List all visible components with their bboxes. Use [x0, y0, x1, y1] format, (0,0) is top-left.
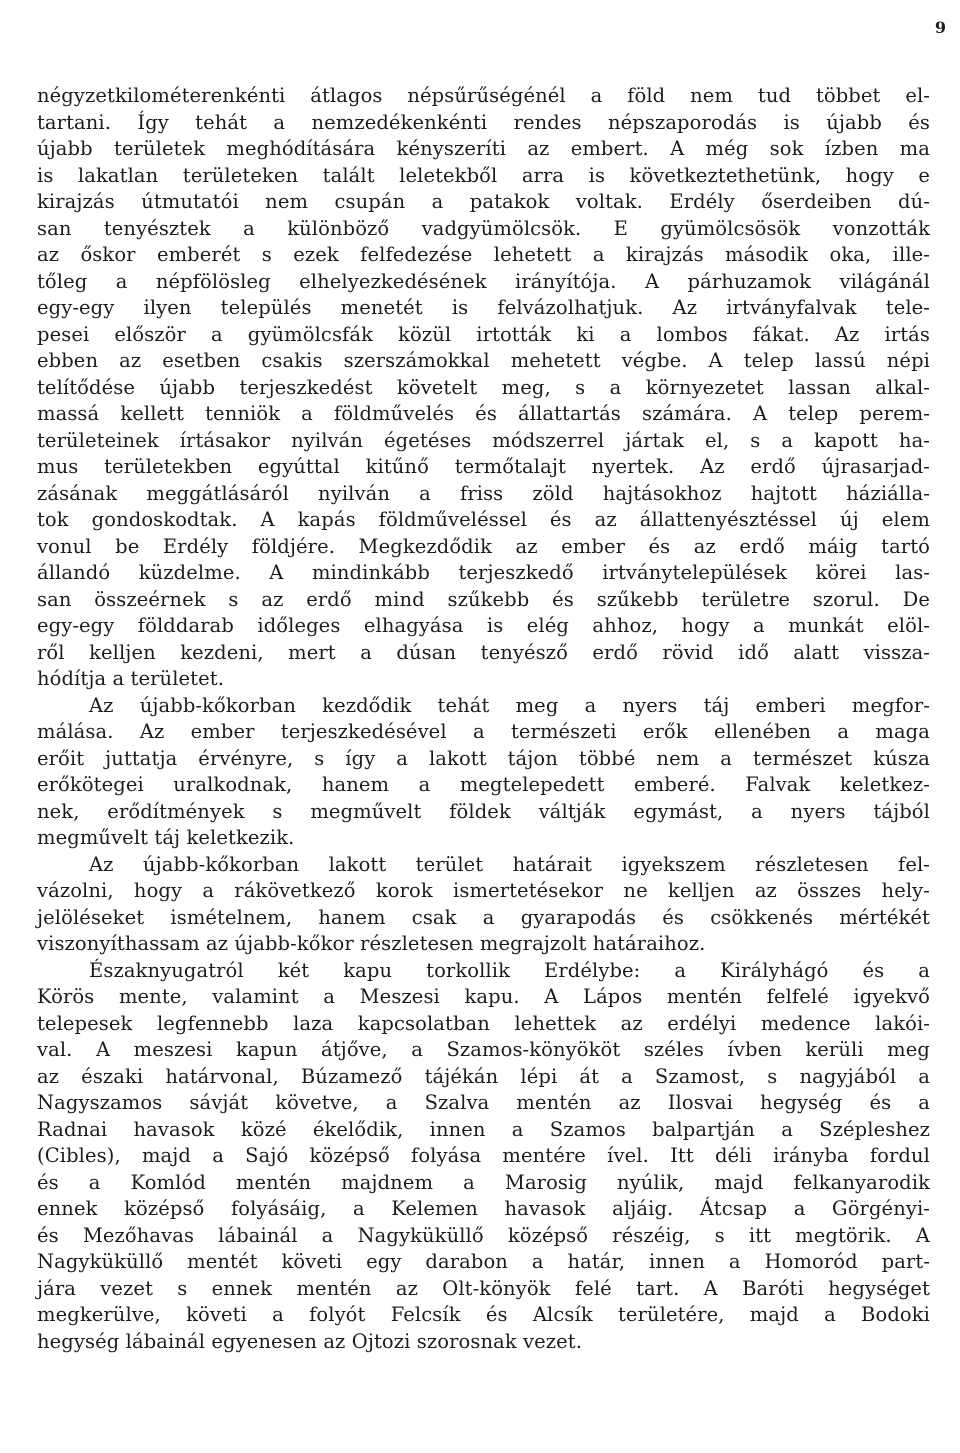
text-line: megkerülve, követi a folyót Felcsík és Alcsík területére, majd a Bodoki [37, 1303, 930, 1326]
text-line: telepesek legfennebb laza kapcsolatban lehettek az erdélyi medence lakói- [37, 1011, 930, 1035]
text-line: tőleg a népfölösleg elhelyezkedésének irányítója. A párhuzamok világánál [37, 269, 930, 293]
text-line: erőit juttatja érvényre, s így a lakott tájon többé nem a természet kúsza [37, 746, 930, 770]
text-line: zásának meggátlásáról nyilván a friss zöld hajtásokhoz hajtott háziálla- [37, 481, 930, 505]
text-line: viszonyíthassam az újabb-kőkor részletesen megrajzolt határaihoz. [37, 932, 706, 955]
text-line: nek, erődítmények s megművelt földek váltják egymást, a nyers tájból [37, 799, 930, 823]
text-line: Nagyküküllő mentét követi egy darabon a határ, innen a Homoród part- [37, 1250, 930, 1273]
text-line: kirajzás útmutatói nem csupán a patakok voltak. Erdély őserdeiben dú- [37, 190, 930, 213]
text-line: málása. Az ember terjeszkedésével a természeti erők ellenében a maga [37, 720, 930, 743]
text-line: val. A meszesi kapun átjőve, a Szamos-könyököt széles ívben kerüli meg [37, 1038, 930, 1061]
text-line: san összeérnek s az erdő mind szűkebb és szűkebb területre szorul. De [37, 587, 930, 611]
text-line: Északnyugatról két kapu torkollik Erdélybe: a Királyhágó és a [89, 958, 930, 982]
text-line: tartani. Így tehát a nemzedékenkénti rendes népszaporodás is újabb és [37, 110, 930, 134]
text-line: egy-egy ilyen település menetét is felvázolhatjuk. Az irtványfalvak tele- [37, 296, 930, 319]
text-line: hódítja a területet. [37, 667, 224, 690]
text-line: ebben az esetben csakis szerszámokkal mehetett végbe. A telep lassú népi [37, 349, 930, 372]
text-line: telítődése újabb terjeszkedést követelt meg, s a környezetet lassan alkal- [37, 375, 930, 399]
text-line: megművelt táj keletkezik. [37, 826, 295, 849]
text-line: az északi határvonal, Búzamező tájékán lépi át a Szamost, s nagyjából a [37, 1064, 930, 1088]
text-line: san tenyésztek a különböző vadgyümölcsök. E gyümölcsösök vonzották [37, 216, 930, 240]
text-line: erőkötegei uralkodnak, hanem a megtelepedett emberé. Falvak keletkez- [37, 773, 930, 796]
text-line: vonul be Erdély földjére. Megkezdődik az ember és az erdő máig tartó [37, 534, 930, 558]
text-line: jelöléseket ismételnem, hanem csak a gyarapodás és csökkenés mértékét [37, 905, 930, 929]
text-line: újabb területek meghódítására kényszeríti az embert. A még sok ízben ma [37, 137, 930, 160]
text-line: pesei először a gyümölcsfák közül irtották ki a lombos fákat. Az irtás [37, 322, 930, 346]
text-line: (Cibles), majd a Sajó középső folyása mentére ível. Itt déli irányba fordul [37, 1144, 930, 1167]
text-line: és a Komlód mentén majdnem a Marosig nyúlik, majd felkanyarodik [37, 1170, 930, 1194]
text-line: négyzetkilométerenkénti átlagos népsűrűségénél a föld nem tud többet el- [37, 84, 930, 107]
text-line: Radnai havasok közé ékelődik, innen a Szamos balpartján a Szépleshez [37, 1117, 930, 1141]
page-number: 9 [934, 18, 946, 37]
body-text [37, 83, 930, 1355]
text-line: vázolni, hogy a rákövetkező korok ismertetésekor ne kelljen az összes hely- [37, 879, 930, 902]
text-line: Körös mente, valamint a Meszesi kapu. A Lápos mentén felfelé igyekvő [37, 985, 930, 1008]
text-line: hegység lábainál egyenesen az Ojtozi szorosnak vezet. [37, 1329, 583, 1353]
text-line: ennek középső folyásáig, a Kelemen havasok aljáig. Átcsap a Görgényi- [37, 1197, 930, 1220]
text-line: Az újabb-kőkorban lakott terület határait igyekszem részletesen fel- [89, 852, 930, 876]
text-line: massá kellett tenniök a földművelés és állattartás számára. A telep perem- [37, 402, 930, 425]
text-line: jára vezet s ennek mentén az Olt-könyök felé tart. A Baróti hegységet [37, 1276, 930, 1300]
text-line: Az újabb-kőkorban kezdődik tehát meg a nyers táj emberi megfor- [89, 693, 930, 717]
text-line: mus területekben egyúttal kitűnő termőtalajt nyertek. Az erdő újrasarjad- [37, 455, 930, 478]
text-line: Nagyszamos sávját követve, a Szalva mentén az Ilosvai hegység és a [37, 1091, 930, 1114]
text-line: egy-egy földdarab időleges elhagyása is elég ahhoz, hogy a munkát elöl- [37, 614, 930, 637]
text-line: területeinek írtásakor nyilván égetéses módszerrel jártak el, s a kapott ha- [37, 428, 930, 452]
text-line: ről kelljen kezdeni, mert a dúsan tenyésző erdő rövid idő alatt vissza- [37, 640, 930, 664]
text-line: az őskor emberét s ezek felfedezése lehetett a kirajzás második oka, ille- [37, 243, 930, 266]
text-line: és Mezőhavas lábainál a Nagyküküllő középső részéig, s itt megtörik. A [37, 1223, 930, 1247]
text-line: tok gondoskodtak. A kapás földműveléssel és az állattenyésztéssel új elem [37, 508, 930, 531]
text-line: állandó küzdelme. A mindinkább terjeszkedő irtványtelepülések körei las- [37, 561, 930, 584]
text-line: is lakatlan területeken talált leletekből arra is következtethetünk, hogy e [37, 163, 930, 187]
